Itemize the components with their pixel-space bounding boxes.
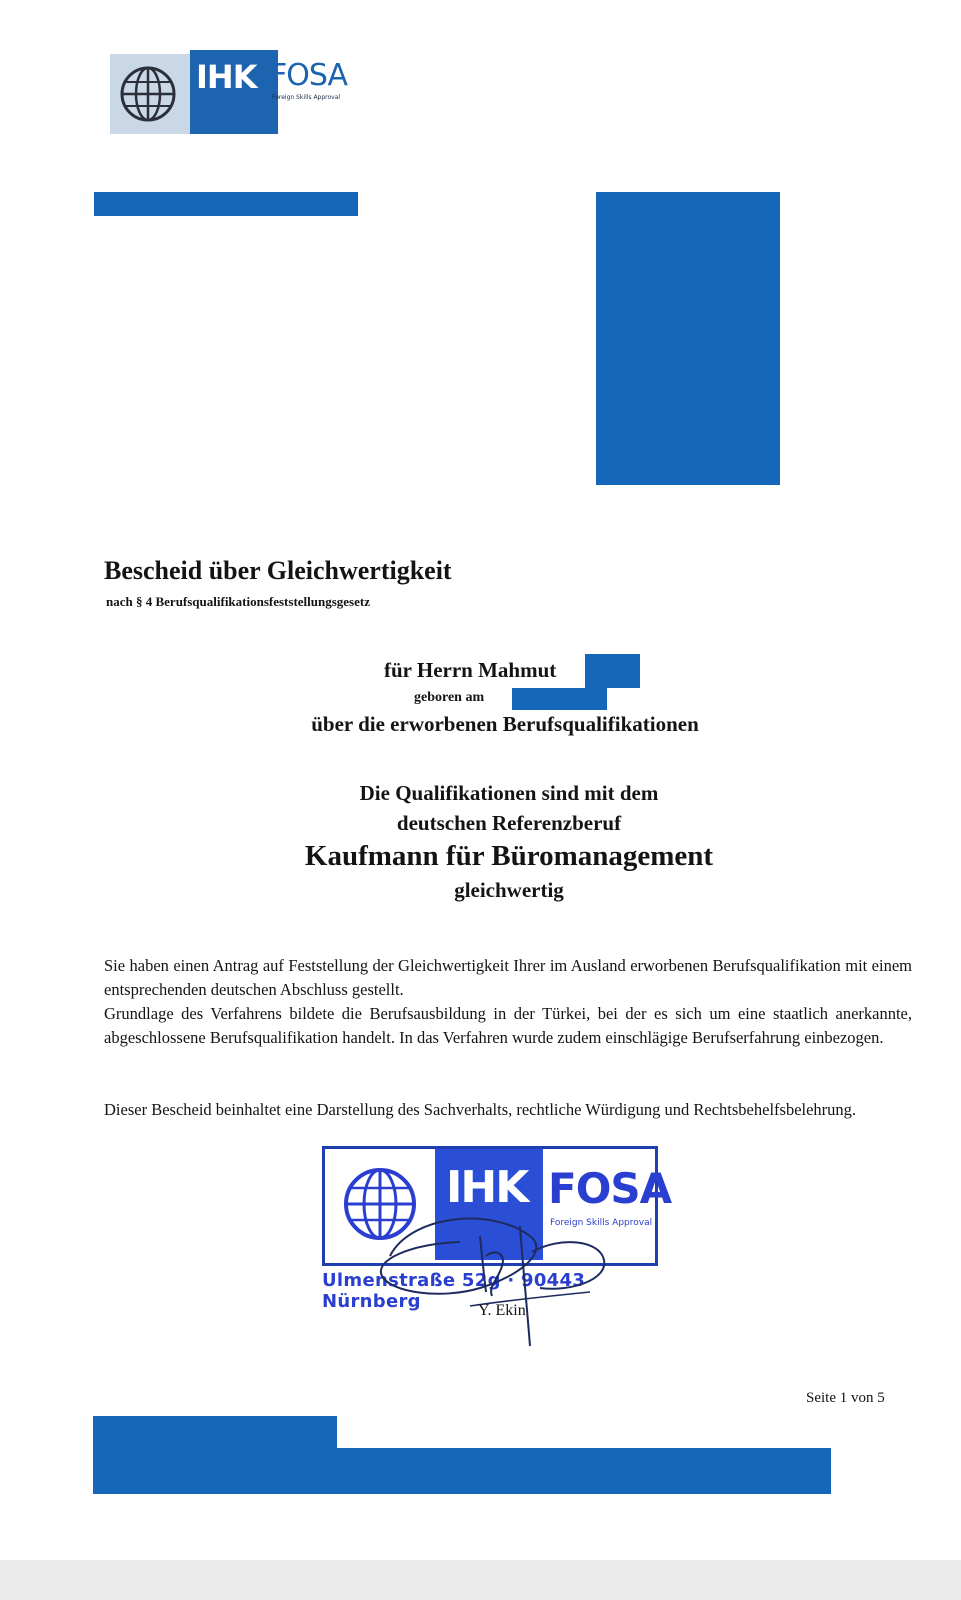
decision-line-2: deutschen Referenzberuf [396,811,622,835]
redacted-footer-left [93,1416,337,1450]
stamp-address: Ulmenstraße 52g · 90443 Nürnberg [322,1270,586,1312]
document-subtitle: nach § 4 Berufsqualifikationsfeststellungsgesetz [106,594,370,609]
handwritten-signature [370,1196,640,1356]
document-title: Bescheid über Gleichwertigkeit [104,556,452,585]
signer-name: Y. Ekin [478,1302,526,1319]
stamp-ihk-text: IHK [446,1162,528,1213]
paragraph-contents: Dieser Bescheid beinhaltet eine Darstellung des Sachverhalts, rechtliche Würdigung und Rechtsbehelfsbelehrung. [104,1100,857,1119]
viewer-bottom-bar [0,1560,961,1600]
redacted-surname [585,654,640,688]
paragraph-application: Sie haben einen Antrag auf Feststellung der Gleichwertigkeit Ihrer im Ausland erworbenen Berufsqualifikation mit einem entsprechenden deutschen Abschluss gestellt. [104,956,912,999]
logo-fosa-text: FOSA [270,58,347,93]
qualification-line: über die erworbenen Berufsqualifikationen [311,712,699,736]
redacted-birthdate [512,688,607,710]
stamp-tagline: Foreign Skills Approval [550,1218,653,1228]
reference-profession: Kaufmann für Büromanagement [304,840,714,872]
birth-label: geboren am [414,690,485,705]
redacted-footer-bar [93,1448,831,1494]
stamp-fosa-text: FOSA [548,1164,672,1213]
body-text-block-2 [104,1098,912,1122]
logo-tagline: Foreign Skills Approval [272,94,341,101]
page-number: Seite 1 von 5 [806,1390,885,1406]
decision-line-1: Die Qualifikationen sind mit dem [359,781,659,805]
recipient-name: für Herrn Mahmut [384,658,557,682]
paragraph-basis: Grundlage des Verfahrens bildete die Berufsausbildung in der Türkei, bei der es sich um eine staatlich anerkannte, abgeschlossene Berufsqualifikation handelt. In das Verfahren wurde zudem einschlägige Berufserfahrung einbezogen. [104,1004,912,1047]
redacted-sender-block [596,192,780,485]
decision-result: gleichwertig [454,878,564,902]
ihk-fosa-logo [110,50,360,134]
body-text-block [104,954,912,1050]
logo-ihk-text: IHK [196,58,257,96]
redacted-address-block [94,192,358,216]
globe-icon [110,54,190,134]
